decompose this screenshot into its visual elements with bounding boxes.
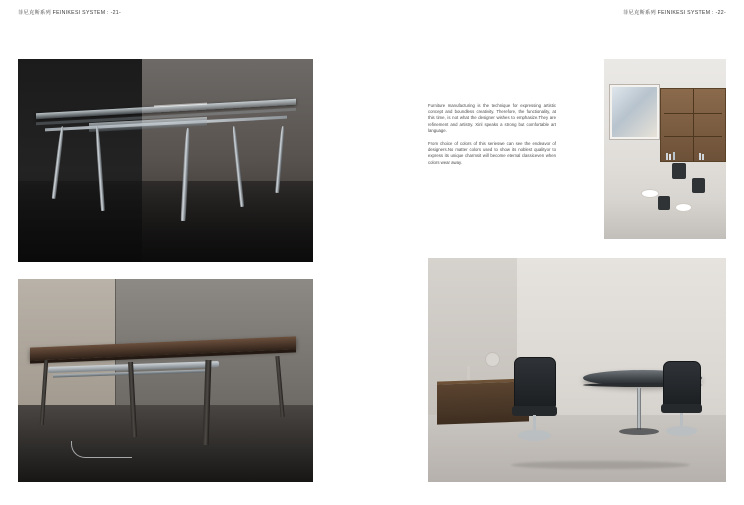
round-stool xyxy=(641,189,659,198)
chair-gas-lift xyxy=(533,415,536,430)
framed-picture-art xyxy=(612,87,657,137)
right-page-number: -22- xyxy=(715,10,726,16)
chair-gas-lift xyxy=(680,413,683,427)
task-chair xyxy=(692,178,705,193)
shelf-book xyxy=(669,154,671,160)
figure-floor xyxy=(18,405,313,482)
chair-backrest xyxy=(663,361,701,407)
round-stool xyxy=(675,203,692,212)
power-cable xyxy=(71,441,132,458)
figure-wall-seam xyxy=(115,279,116,405)
framed-picture xyxy=(609,84,660,140)
right-page-header xyxy=(623,9,726,16)
figure-office-shelving xyxy=(604,59,726,239)
task-chair xyxy=(658,196,670,210)
shelf-book xyxy=(673,152,675,160)
wall-disc-decoration xyxy=(485,352,500,367)
right-page-header-text: 菲尼克斯系列 FEINIKESI SYSTEM : xyxy=(623,10,714,16)
left-page-number: -21- xyxy=(110,10,121,16)
shelf-book xyxy=(699,153,701,160)
body-paragraph-2: From choice of colors of this serieswe can see the endeavor of designers.No matter colors used to show its noblest qualityor to express its unique charmsit will become eternal classiceven when colors wear away. xyxy=(428,141,556,165)
body-copy xyxy=(428,103,556,173)
figure-wood-table xyxy=(18,279,313,482)
shelf-book xyxy=(702,154,704,160)
chair-base xyxy=(666,426,696,436)
left-page-header-text: 菲尼克斯系列 FEINIKESI SYSTEM : xyxy=(18,10,109,16)
chair-base xyxy=(518,430,552,441)
body-paragraph-1: Furniture manufacturing is the technique for expressing artistic concept and boundless creativity. Therefore, the functionality, at this time, is not what the designer wishes to emphasize.They are refinement and artistry. Xinl speaks a strong but comfortable art language. xyxy=(428,103,556,133)
task-chair xyxy=(672,163,686,179)
floor-shadow xyxy=(511,461,690,469)
table-column xyxy=(637,388,641,430)
shelf-divider xyxy=(693,89,694,161)
figure-wall-left xyxy=(18,279,115,405)
mesh-task-chair xyxy=(663,361,699,437)
chair-backrest xyxy=(514,357,556,409)
left-page-header xyxy=(18,9,121,16)
figure-glass-table xyxy=(18,59,313,262)
figure-floor xyxy=(18,181,313,262)
mesh-task-chair xyxy=(514,357,554,443)
shelf-book xyxy=(666,153,668,160)
vase xyxy=(467,366,470,380)
figure-meeting-room xyxy=(428,258,726,482)
shelving-unit xyxy=(660,88,725,162)
